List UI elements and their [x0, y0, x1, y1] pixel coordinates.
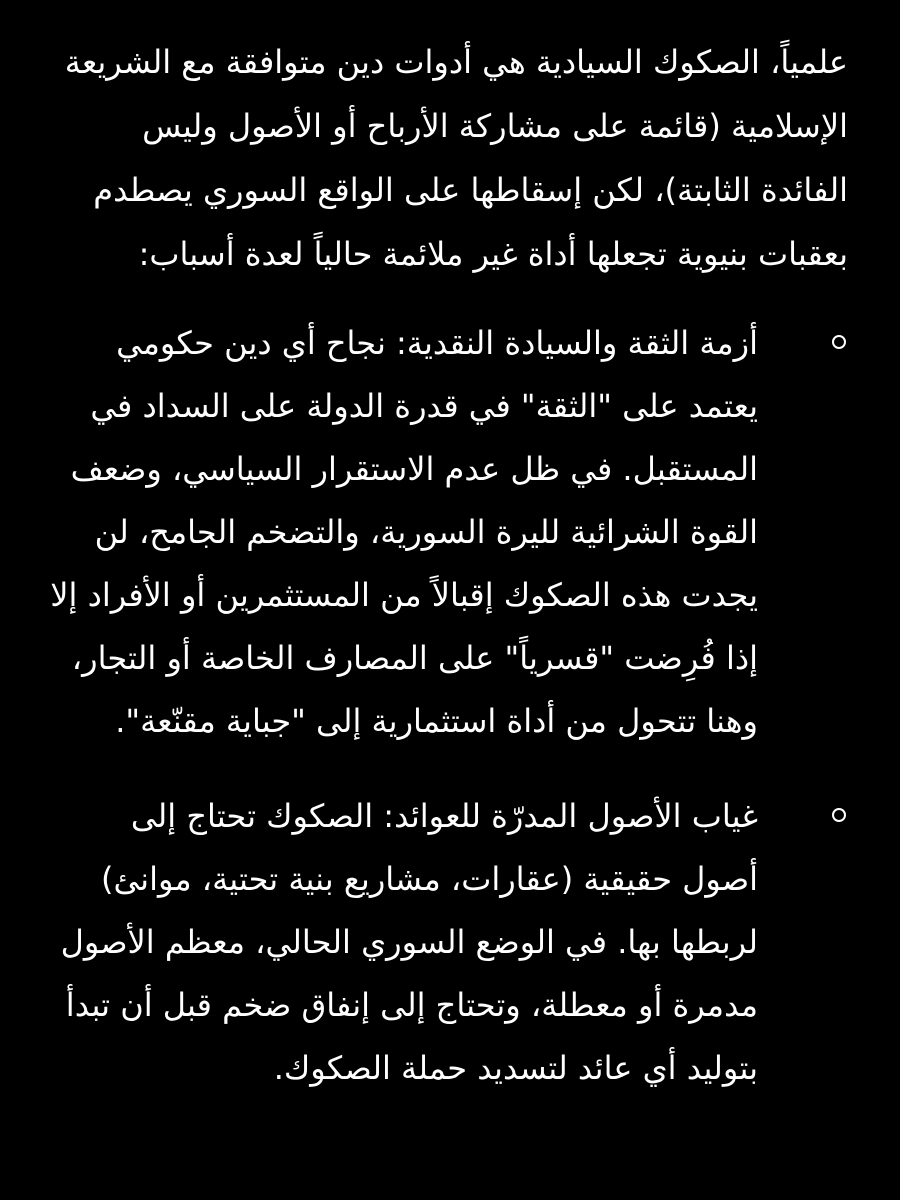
document-body	[48, 30, 848, 1132]
list-item	[48, 785, 848, 1100]
intro-paragraph: علمياً، الصكوك السيادية هي أدوات دين متوافقة مع الشريعة الإسلامية (قائمة على مشاركة الأرباح أو الأصول وليس الفائدة الثابتة)، لكن إسقاطها على الواقع السوري يصطدم بعقبات بنيوية تجعلها أداة غير ملائمة حالياً لعدة أسباب:	[64, 43, 848, 273]
list-item	[48, 312, 848, 753]
reason-text: غياب الأصول المدرّة للعوائد: الصكوك تحتاج إلى أصول حقيقية (عقارات، مشاريع بنية تحتية، موانئ) لربطها بها. في الوضع السوري الحالي، معظم الأصول مدمرة أو معطلة، وتحتاج إلى إنفاق ضخم قبل أن تبدأ بتوليد أي عائد لتسديد حملة الصكوك.	[60, 797, 758, 1087]
hollow-circle-bullet-icon	[832, 808, 846, 822]
reason-text: أزمة الثقة والسيادة النقدية: نجاح أي دين حكومي يعتمد على "الثقة" في قدرة الدولة على السداد في المستقبل. في ظل عدم الاستقرار السياسي، وضعف القوة الشرائية لليرة السورية، والتضخم الجامح، لن يجدت هذه الصكوك إقبالاً من المستثمرين أو الأفراد إلا إذا فُرِضت "قسرياً" على المصارف الخاصة أو التجار، وهنا تتحول من أداة استثمارية إلى "جباية مقنّعة".	[50, 324, 758, 740]
reasons-list	[48, 312, 848, 1100]
hollow-circle-bullet-icon	[832, 335, 846, 349]
